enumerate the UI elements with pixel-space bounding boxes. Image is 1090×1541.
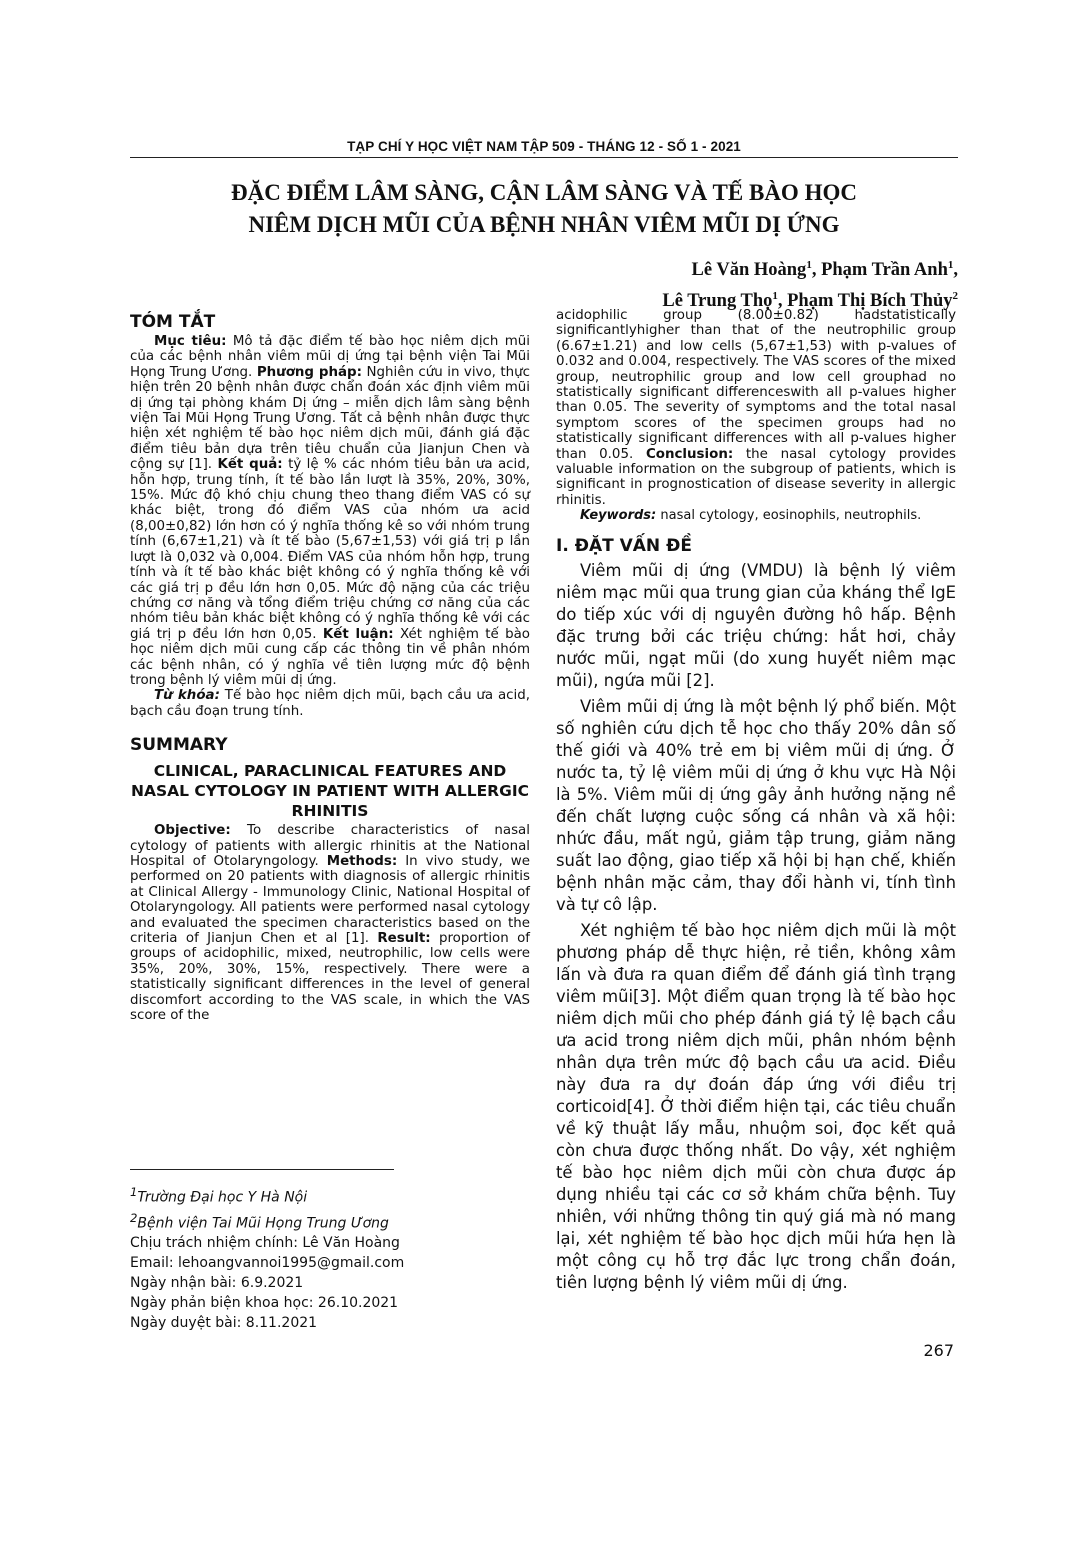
vn-keywords	[130, 688, 530, 719]
result-text: tỷ lệ % các nhóm tiêu bản ưa acid, hỗn hợp, trung tính, ít tế bào lần lượt là 35%, 20%, 30%, 15%. Mức độ khó chịu chung theo thang điểm VAS có sự khác biệt, trong đó điểm VAS của nhóm ưa acid (8,00±0,82) lớn hơn có ý nghĩa thống kê so với nhóm trung tính (6,67±1,21) và ít tế bào (5,67±1,53) với giá trị p lần lượt là 0,032 và 0,004. Điểm VAS của nhóm hỗn hợp, trung tính và ít tế bào khác biệt không có ý nghĩa thống kê với các giá trị p đều lớn hơn 0,05. Mức độ nặng của các triệu chứng cơ năng và tổng điểm triệu chứng cơ năng của các nhóm tiêu bản khác biệt không có ý nghĩa thống kê với các giá trị p đều lớn hơn 0,05.	[130, 457, 530, 642]
method-text: Nghiên cứu in vivo, thực hiện trên 20 bệnh nhân được chẩn đoán xác định viêm mũi dị ứng tại phòng khám Dị ứng – miễn dịch lâm sàng bệnh viện Tai Mũi Họng Trung Ương. Tất cả bệnh nhân được thực hiện xét nghiệm tế bào học niêm dịch mũi, đánh giá đặc điểm tiêu bản dựa trên tiêu chuẩn của Jianjun Chen và cộng sự [1].	[130, 364, 530, 473]
keywords-text: nasal cytology, eosinophils, neutrophils.	[656, 508, 922, 524]
affiliation-mark: 1	[947, 259, 954, 271]
author-separator: ,	[777, 291, 788, 312]
objective-label: Mục tiêu:	[154, 334, 227, 349]
footnotes	[130, 1182, 530, 1333]
author-name: Lê Văn Hoàng	[691, 260, 807, 281]
conclusion-label: Conclusion:	[645, 446, 734, 462]
author-name: Phạm Trần Anh	[821, 260, 948, 281]
intro-heading: I. ĐẶT VẤN ĐỀ	[556, 535, 692, 556]
intro-paragraph-2: Viêm mũi dị ứng là một bệnh lý phổ biến. Một số nghiên cứu dịch tễ học cho thấy 20% dân số thế giới và 40% trẻ em bị viêm mũi dị ứng. Ở nước ta, tỷ lệ viêm mũi dị ứng ở khu vực Hà Nội là 5%. Viêm mũi dị ứng gây ảnh hưởng nặng nề đến chất lượng cuộc sống cá nhân và xã hội: nhức đầu, mất ngủ, giảm tập trung, giảm năng suất lao động, giao tiếp xã hội bị hạn chế, khiến bệnh nhân mặc cảm, thay đổi hành vi, tính tình và tự cô lập.	[556, 696, 956, 914]
affiliation-mark: 1	[806, 259, 812, 271]
intro-paragraph-1: Viêm mũi dị ứng (VMDU) là bệnh lý viêm niêm mạc mũi qua trung gian của kháng thể IgE do tiếp xúc với dị nguyên đường hô hấp. Bệnh đặc trưng bởi các triệu chứng: hắt hơi, chảy nước mũi, ngạt mũi (do xung huyết niêm mạc mũi), ngứa mũi [2].	[556, 560, 956, 690]
journal-header: TẠP CHÍ Y HỌC VIỆT NAM TẬP 509 - THÁNG 12 - SỐ 1 - 2021	[347, 139, 741, 154]
article-title	[130, 177, 958, 241]
vn-abstract-heading: TÓM TẮT	[130, 312, 216, 332]
footnote-accepted: Ngày duyệt bài: 8.11.2021	[130, 1315, 318, 1332]
result-label: Kết quả:	[217, 457, 283, 473]
method-label: Methods:	[326, 853, 398, 869]
right-column	[556, 308, 956, 1298]
footnote-corresponding: Chịu trách nhiệm chính: Lê Văn Hoàng	[130, 1235, 400, 1252]
en-abstract-continued	[556, 308, 956, 508]
objective-label: Objective:	[154, 823, 231, 839]
en-keywords	[556, 508, 956, 523]
footnote-rule	[130, 1169, 394, 1170]
author-list	[458, 252, 958, 314]
result-text: proportion of groups of acidophilic, mixed, neutrophilic, low cells were 35%, 20%, 30%, 15%, respectively. There were a statistically significant differences in the level of general discomfort according to the VAS scale, in which the VAS score of the	[130, 931, 531, 1024]
english-title: CLINICAL, PARACLINICAL FEATURES AND NASAL CYTOLOGY IN PATIENT WITH ALLERGIC RHINITIS	[131, 762, 529, 821]
result-label: Result:	[377, 931, 431, 946]
keywords-label: Từ khóa:	[154, 688, 220, 704]
author-separator: ,	[953, 260, 958, 281]
authors-line-1	[458, 252, 958, 283]
author-separator: ,	[811, 260, 822, 281]
title-line-1: ĐẶC ĐIỂM LÂM SÀNG, CẬN LÂM SÀNG VÀ TẾ BÀO HỌC	[231, 180, 857, 205]
footnote-email: Email: lehoangvannoi1995@gmail.com	[130, 1255, 405, 1272]
method-text: In vivo study, we performed on 20 patients with diagnosis of allergic rhinitis at Clinical Allergy - Immunology Clinic, National Hospital of Otolaryngology. All patients were performed nasal cytology and evaluated the specimen characteristics based on the criteria of Jianjun Chen et al [1].	[130, 853, 530, 946]
conclusion-label: Kết luận:	[322, 626, 394, 642]
conclusion-text: the nasal cytology provides valuable information on the subgroup of patients, which is significant in prognostication of disease severity in allergic rhinitis.	[556, 446, 956, 508]
affiliation-mark: 1	[772, 290, 778, 303]
keywords-text: Tế bào học niêm dịch mũi, bạch cầu ưa acid, bạch cầu đoạn trung tính.	[130, 688, 530, 719]
conclusion-text: Xét nghiệm tế bào học niêm dịch mũi cung cấp các thông tin về phân nhóm các bệnh nhân, có ý nghĩa về tiên lượng mức độ bệnh trong bệnh lý viêm mũi dị ứng.	[130, 626, 530, 688]
footnote-affiliation-2	[130, 1208, 530, 1234]
objective-text: To describe characteristics of nasal cytology of patients with allergic rhinitis at the National Hospital of Otolaryngology.	[130, 823, 530, 869]
vn-abstract-body	[130, 334, 530, 688]
title-line-2: NIÊM DỊCH MŨI CỦA BỆNH NHÂN VIÊM MŨI DỊ ỨNG	[248, 212, 840, 237]
affiliation-mark: 1	[130, 1185, 138, 1199]
author-name: Lê Trung Thọ	[662, 291, 773, 312]
page-number: 267	[923, 1341, 954, 1360]
affiliation-text: Bệnh viện Tai Mũi Họng Trung Ương	[137, 1215, 389, 1232]
objective-text: Mô tả đặc điểm tế bào học niêm dịch mũi của các bệnh nhân viêm mũi dị ứng tại bệnh viện Tai Mũi Họng Trung Ương.	[130, 334, 531, 380]
footnote-affiliation-1	[130, 1182, 530, 1208]
footnote-received: Ngày nhận bài: 6.9.2021	[130, 1275, 304, 1292]
left-column	[130, 312, 530, 1023]
result-text-continued: acidophilic group (8.00±0.82) hadstatistically significantlyhigher than that of the neutrophilic group (6.67±1.21) and low cells (5,67±1,53) with p-values of 0.032 and 0.004, respectively. The VAS scores of the mixed group, neutrophilic group and low cell grouphad no statistically significant differenceswith all p-values higher than 0.05. The severity of symptoms and the total nasal symptom scores of the specimen groups had no statistically significant differences with all p-values higher than 0.05.	[556, 308, 956, 462]
affiliation-mark: 2	[952, 290, 958, 303]
header-rule	[130, 157, 958, 158]
method-label: Phương pháp:	[256, 364, 362, 380]
affiliation-text: Trường Đại học Y Hà Nội	[137, 1189, 308, 1206]
footnote-reviewed: Ngày phản biện khoa học: 26.10.2021	[130, 1295, 399, 1312]
intro-paragraph-3: Xét nghiệm tế bào học niêm dịch mũi là một phương pháp dễ thực hiện, rẻ tiền, không xâm lấn và đưa ra quan điểm để đánh giá tình trạng viêm mũi[3]. Một điểm quan trọng là tế bào học niêm dịch mũi cho phép đánh giá tỷ lệ bạch cầu ưa acid trong niêm dịch mũi, phân nhóm bệnh nhân dựa trên mức độ bạch cầu ưa acid. Điều này đưa ra dự đoán đáp ứng với điều trị corticoid[4]. Ở thời điểm hiện tại, các tiêu chuẩn về kỹ thuật lấy mẫu, nhuộm soi, đọc kết quả còn chưa được thống nhất. Do vậy, xét nghiệm tế bào học niêm dịch mũi còn chưa được áp dụng nhiều tại các cơ sở khám chữa bệnh. Tuy nhiên, với những thông tin quý giá mà nó mang lại, xét nghiệm tế bào học dịch mũi hứa hẹn là một công cụ hỗ trợ đắc lực trong chẩn đoán, tiên lượng bệnh lý viêm mũi dị ứng.	[556, 920, 956, 1292]
summary-heading: SUMMARY	[130, 735, 228, 756]
en-abstract-body	[130, 823, 530, 1023]
author-name: Phạm Thị Bích Thủy	[787, 291, 953, 312]
affiliation-mark: 2	[130, 1210, 138, 1225]
keywords-label: Keywords:	[580, 508, 657, 524]
